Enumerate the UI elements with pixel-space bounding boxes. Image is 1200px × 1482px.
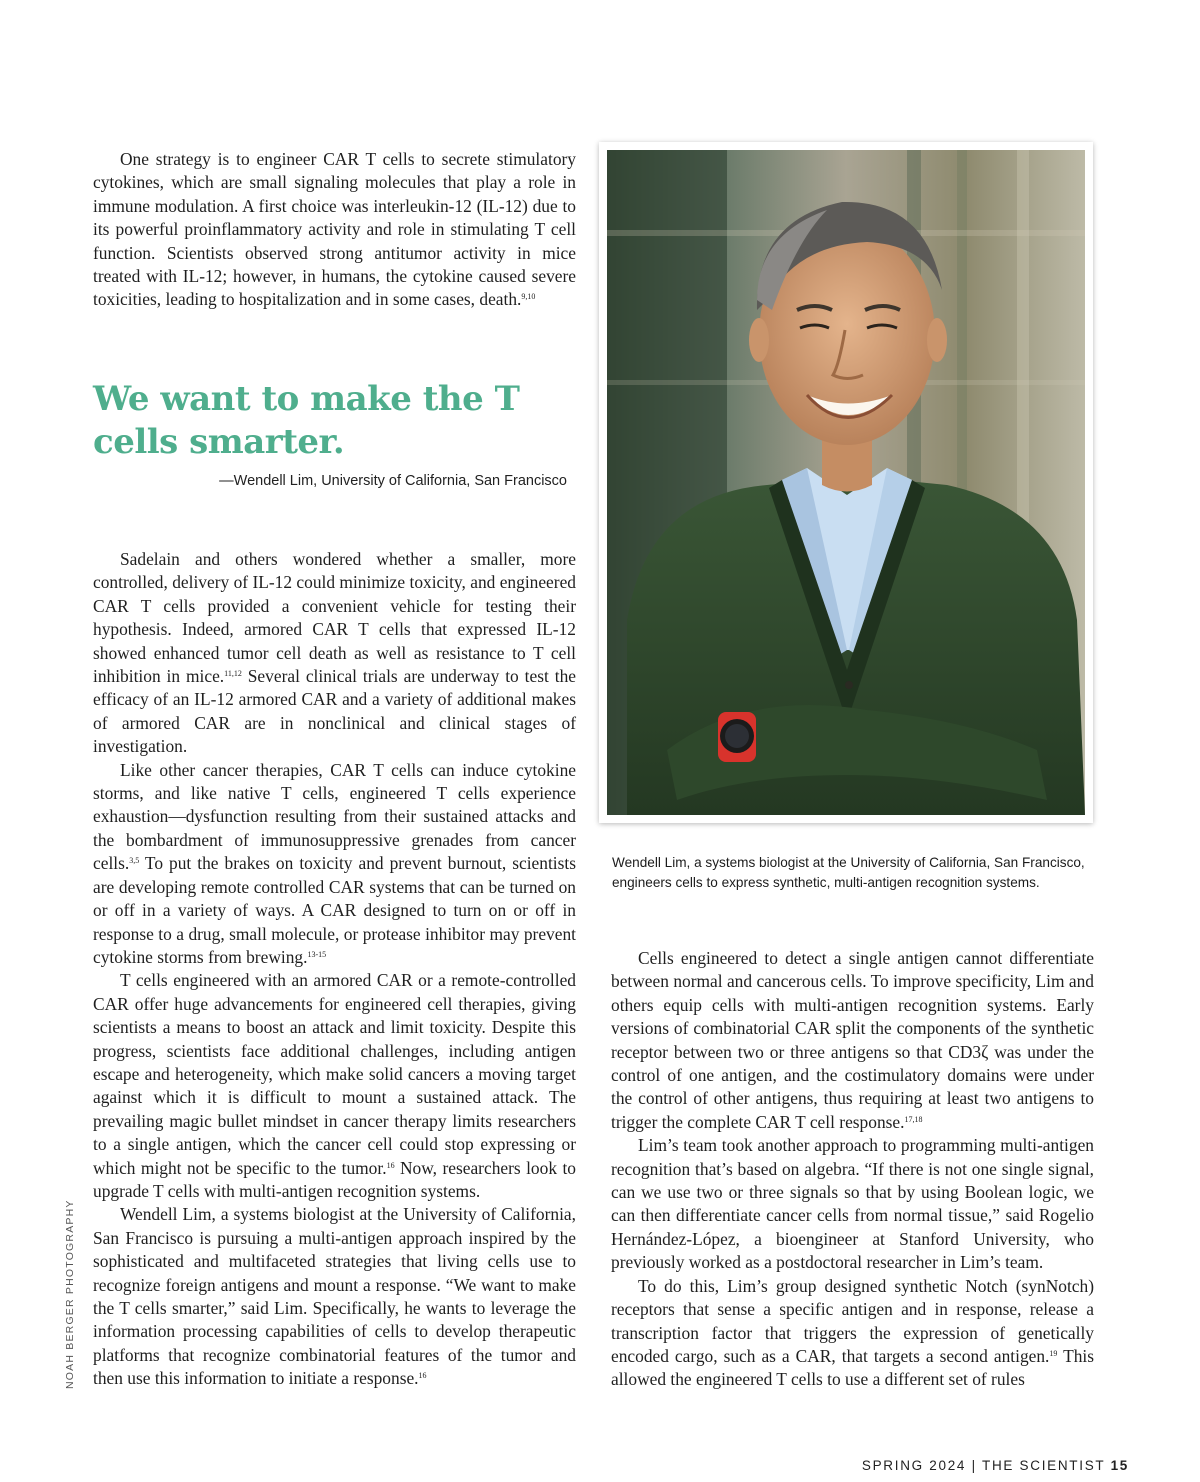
reference: 9,10: [521, 292, 536, 302]
paragraph: Cells engineered to detect a single antigen cannot differentiate between normal and cancerous cells. To improve specificity, Lim and others equip cells with multi-antigen recognition systems. Early versions of combinatorial CAR split the components of the synthetic receptor between two or three antigens so that CD3ζ was under the control of one antigen, and the costimulatory domains were under the control of other antigens, thus requiring at least two antigens to trigger the complete CAR T cell response.$^{17,18}$: [611, 948, 1094, 1132]
reference: 11,12: [224, 669, 242, 679]
paragraph: T cells engineered with an armored CAR or a remote-controlled CAR offer huge advancements for engineered cell therapies, giving scientists a means to boost an attack and limit toxicity. Despite this progress, scientists face additional challenges, including antigen escape and heterogeneity, which make solid cancers a moving target against which it is difficult to mount a sustained attack. The prevailing magic bullet mindset in cancer therapy limits researchers to a single antigen, which the cancer cell could stop expressing or which might not be specific to the tumor.$^{16}$ Now, researchers look to upgrade T cells with multi-antigen recognition systems.: [93, 970, 576, 1201]
paragraph: Like other cancer therapies, CAR T cells can induce cytokine storms, and like native T cells, engineered T cells experience exhaustion—dysfunction resulting from their sustained attacks and the bombardment of immunosuppressive grenades from cancer cells.$^{3,5}$ To put the brakes on toxicity and prevent burnout, scientists are developing remote controlled CAR systems that can be turned on or off in a variety of ways. A CAR designed to turn on or off in response to a drug, small molecule, or protease inhibitor may prevent cytokine storms from brewing.$^{13-15}$: [93, 759, 576, 967]
page-footer: [862, 1458, 1129, 1473]
paragraph: Sadelain and others wondered whether a smaller, more controlled, delivery of IL-12 could minimize toxicity, and engineered CAR T cells provided a convenient vehicle for testing their hypothesis. Indeed, armored CAR T cells that expressed IL-12 showed enhanced tumor cell death as well as resistance to T cell inhibition in mice.$^{11,12}$ Several clinical trials are underway to test the efficacy of an IL-12 armored CAR and a variety of additional makes of armored CAR are in nonclinical and clinical stages of investigation.: [93, 549, 576, 757]
article-column-left-bottom: [93, 548, 576, 1391]
paragraph: Wendell Lim, a systems biologist at the University of California, San Francisco is pursuing a multi-antigen approach inspired by the sophisticated and multifaceted strategies that living cells use to recognize foreign antigens and mount a response. “We want to make the T cells smarter,” said Lim. Specifically, he wants to leverage the information processing capabilities of cells to develop therapeutic platforms that recognize combinatorial features of the tumor and then use this information to initiate a response.$^{16}$: [93, 1204, 576, 1389]
reference: 19: [1049, 1348, 1058, 1358]
photo-credit: NOAH BERGER PHOTOGRAPHY: [64, 1199, 76, 1389]
page-number: 15: [1110, 1458, 1129, 1473]
paragraph: Lim’s team took another approach to programming multi-antigen recognition that’s based on algebra. “If there is not one single signal, can we use two or three signals so that by using Boolean logic, we can then differentiate cancer cells from normal tissue,” said Rogelio Hernández-López, a bioengineer at Stanford University, who previously worked as a postdoctoral researcher in Lim’s team.: [611, 1135, 1094, 1273]
reference: 16: [418, 1371, 427, 1381]
reference: 17,18: [904, 1114, 923, 1124]
paragraph: To do this, Lim’s group designed synthetic Notch (synNotch) receptors that sense a specific antigen and in response, release a transcription factor that triggers the expression of genetically encoded cargo, such as a CAR, that targets a second antigen.$^{19}$ This allowed the engineered T cells to use a different set of rules: [611, 1275, 1095, 1390]
article-column-left-top: [93, 148, 576, 312]
reference: 13-15: [307, 949, 327, 959]
pull-quote-text: We want to make the T cells smarter.: [93, 379, 520, 462]
photo-caption: Wendell Lim, a systems biologist at the University of California, San Francisco, engineers cells to express synthetic, multi-antigen recognition systems.: [612, 855, 1085, 890]
issue-label: SPRING 2024 | THE SCIENTIST: [861, 1458, 1106, 1473]
reference: 16: [386, 1160, 395, 1170]
article-column-right-bottom: [611, 947, 1094, 1392]
paragraph: One strategy is to engineer CAR T cells to secrete stimulatory cytokines, which are small signaling molecules that play a role in immune modulation. A first choice was interleukin-12 (IL-12) due to its powerful proinflammatory activity and role in stimulating T cell function. Scientists observed strong antitumor activity in mice treated with IL-12; however, in humans, the cytokine caused severe toxicities, leading to hospitalization and in some cases, death.$^{9,10}$: [93, 149, 576, 310]
reference: 3,5: [129, 856, 140, 866]
portrait-photo: [607, 150, 1085, 815]
pull-quote: [93, 378, 573, 489]
photo-frame: [599, 142, 1093, 823]
pull-quote-attribution: —Wendell Lim, University of California, San Francisco: [219, 473, 567, 489]
